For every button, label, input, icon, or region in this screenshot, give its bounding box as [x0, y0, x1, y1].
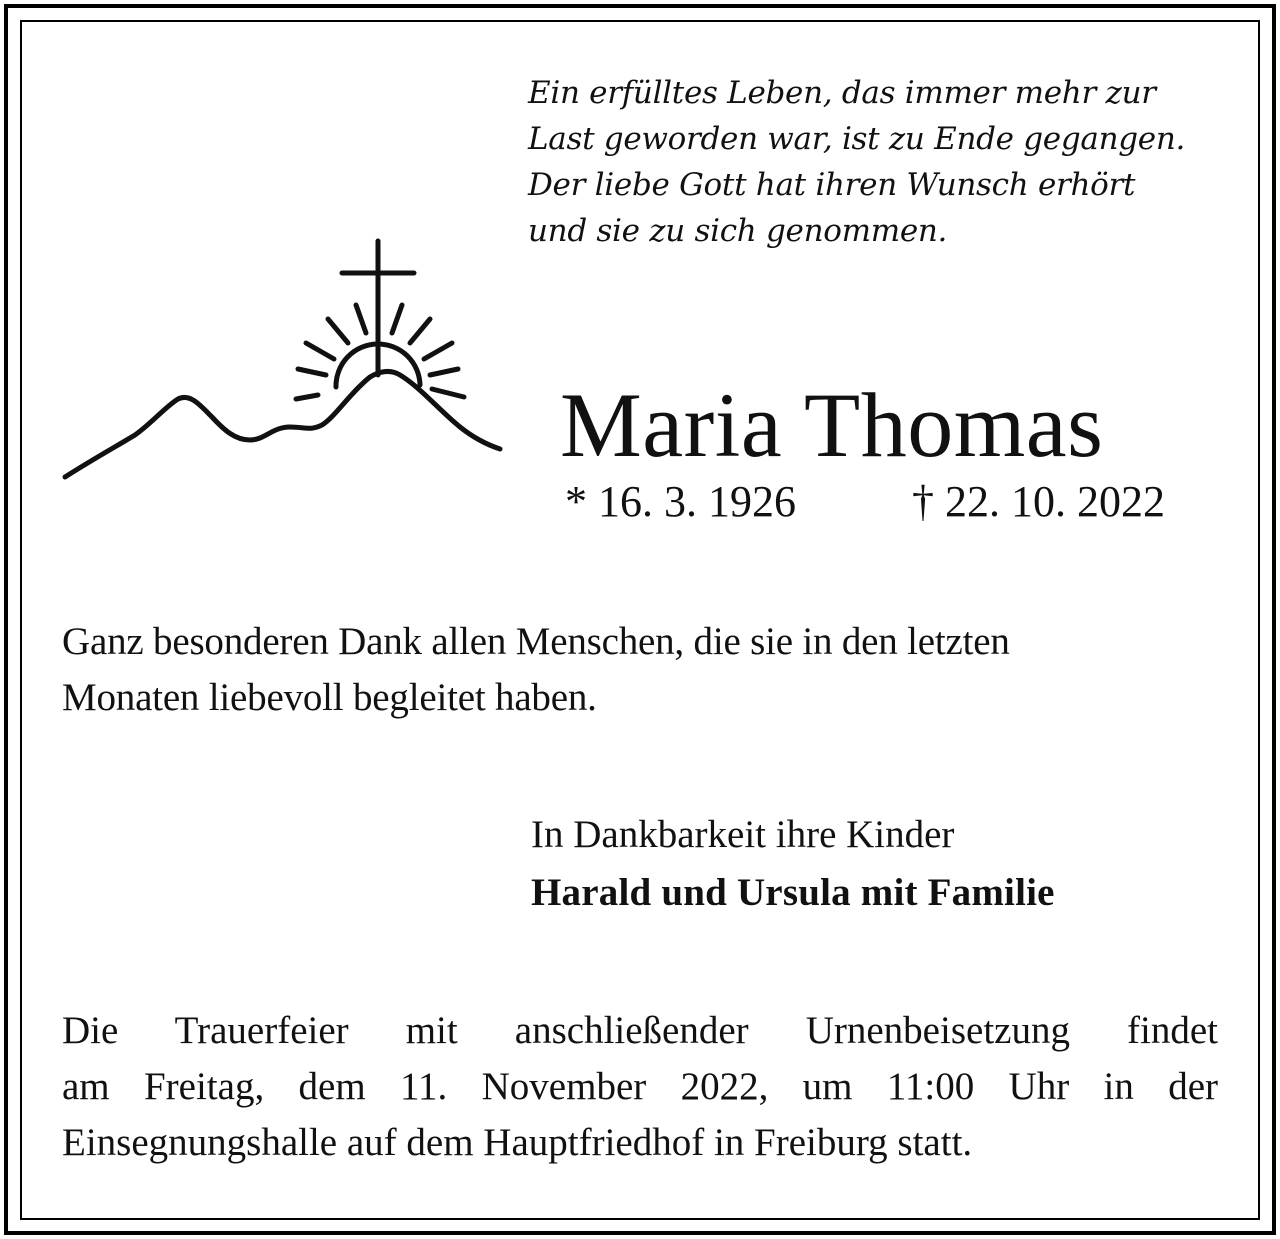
- ceremony-paragraph: [62, 1003, 1218, 1171]
- death-date: † 22. 10. 2022: [912, 477, 1165, 526]
- signoff-intro: In Dankbarkeit ihre Kinder: [531, 813, 955, 856]
- signoff-names: Harald und Ursula mit Familie: [531, 871, 1055, 914]
- motto-verse: [528, 70, 1228, 254]
- motto-line: Last geworden war, ist zu Ende gegangen.: [528, 121, 1186, 157]
- ceremony-line: Die Trauerfeier mit anschließender Urnenbeisetzung findet: [62, 1009, 1218, 1052]
- motto-line: Der liebe Gott hat ihren Wunsch erhört: [528, 167, 1136, 203]
- thanks-line: Ganz besonderen Dank allen Menschen, die sie in den letzten: [62, 620, 1010, 663]
- signoff-block: [531, 806, 1055, 922]
- ceremony-line: am Freitag, dem 11. November 2022, um 11:00 Uhr in der: [62, 1065, 1218, 1108]
- deceased-name: Maria Thomas: [560, 374, 1104, 476]
- motto-line: und sie zu sich genommen.: [528, 213, 948, 249]
- motto-line: Ein erfülltes Leben, das immer mehr zur: [528, 75, 1156, 111]
- thanks-line: Monaten liebevoll begleitet haben.: [62, 676, 597, 719]
- thanks-paragraph: [62, 614, 1010, 726]
- birth-date: * 16. 3. 1926: [565, 477, 796, 526]
- cross-sun-mountains-icon: [60, 235, 510, 485]
- ceremony-line: Einsegnungshalle auf dem Hauptfriedhof in Freiburg statt.: [62, 1121, 973, 1164]
